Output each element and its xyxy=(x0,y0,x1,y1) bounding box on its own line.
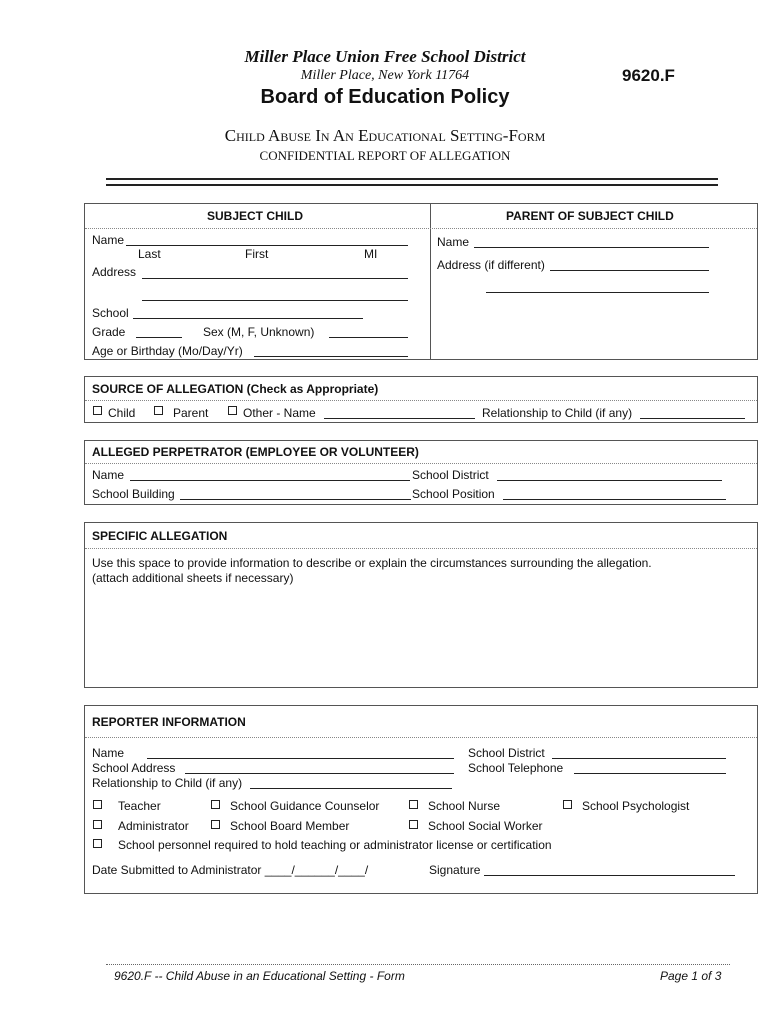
perpetrator-district-label: School District xyxy=(412,468,489,482)
specific-header-rule xyxy=(85,548,757,549)
reporter-heading: REPORTER INFORMATION xyxy=(92,715,246,729)
child-last-label: Last xyxy=(138,247,161,261)
perpetrator-header-rule xyxy=(85,463,757,464)
child-name-field[interactable] xyxy=(126,245,408,246)
reporter-guidance-label: School Guidance Counselor xyxy=(230,799,380,813)
reporter-name-label: Name xyxy=(92,746,125,760)
parent-address-label: Address (if different) xyxy=(437,258,545,272)
perpetrator-building-label: School Building xyxy=(92,487,175,501)
specific-instructions: Use this space to provide information to describe or explain the circumstances surrounding the allegation. xyxy=(92,556,652,570)
child-address-label: Address xyxy=(92,265,137,279)
parent-address-field[interactable] xyxy=(550,270,709,271)
form-title: Child Abuse In An Educational Setting-Form xyxy=(224,126,546,145)
reporter-psychologist-checkbox[interactable] xyxy=(563,800,572,809)
reporter-teacher-label: Teacher xyxy=(118,799,161,813)
source-parent-checkbox[interactable] xyxy=(154,406,163,415)
form-subtitle: CONFIDENTIAL REPORT OF ALLEGATION xyxy=(259,148,511,163)
source-other-checkbox[interactable] xyxy=(228,406,237,415)
reporter-guidance-checkbox[interactable] xyxy=(211,800,220,809)
date-submitted-label: Date Submitted to Administrator ____/______/____/ xyxy=(92,863,369,877)
header-rule-top xyxy=(106,178,718,180)
perpetrator-position-field[interactable] xyxy=(503,499,726,500)
district-locality: Miller Place, New York 11764 xyxy=(300,68,470,83)
child-address-field-2[interactable] xyxy=(142,300,408,301)
footer-form-title: 9620.F -- Child Abuse in an Educational Setting - Form xyxy=(114,969,405,983)
child-school-label: School xyxy=(92,306,129,320)
source-relationship-label: Relationship to Child (if any) xyxy=(482,406,633,420)
reporter-name-field[interactable] xyxy=(147,758,454,759)
header-rule-bottom xyxy=(106,184,718,186)
parent-name-label: Name xyxy=(437,235,470,249)
reporter-telephone-field[interactable] xyxy=(574,773,726,774)
footer-page-number: Page 1 of 3 xyxy=(660,969,722,983)
child-school-field[interactable] xyxy=(133,318,363,319)
reporter-address-field[interactable] xyxy=(185,773,454,774)
reporter-district-field[interactable] xyxy=(552,758,726,759)
reporter-address-label: School Address xyxy=(92,761,176,775)
perpetrator-district-field[interactable] xyxy=(497,480,722,481)
reporter-psychologist-label: School Psychologist xyxy=(582,799,690,813)
reporter-social-worker-checkbox[interactable] xyxy=(409,820,418,829)
reporter-personnel-checkbox[interactable] xyxy=(93,839,102,848)
reporter-teacher-checkbox[interactable] xyxy=(93,800,102,809)
reporter-relationship-label: Relationship to Child (if any) xyxy=(92,776,243,790)
reporter-administrator-label: Administrator xyxy=(118,819,189,833)
child-name-label: Name xyxy=(92,233,125,247)
reporter-district-label: School District xyxy=(468,746,545,760)
parent-address-field-2[interactable] xyxy=(486,292,709,293)
parent-name-field[interactable] xyxy=(474,247,709,248)
specific-allegation-textarea[interactable] xyxy=(90,592,752,682)
reporter-administrator-checkbox[interactable] xyxy=(93,820,102,829)
source-other-name-field[interactable] xyxy=(324,418,475,419)
perpetrator-position-label: School Position xyxy=(412,487,495,501)
source-heading: SOURCE OF ALLEGATION (Check as Appropriate) xyxy=(92,382,379,396)
child-age-label: Age or Birthday (Mo/Day/Yr) xyxy=(92,344,243,358)
child-first-label: First xyxy=(245,247,269,261)
perpetrator-building-field[interactable] xyxy=(180,499,411,500)
specific-instructions-note: (attach additional sheets if necessary) xyxy=(92,571,294,585)
subject-parent-header-rule xyxy=(85,228,757,229)
signature-label: Signature xyxy=(429,863,481,877)
child-sex-field[interactable] xyxy=(329,337,408,338)
policy-number: 9620.F xyxy=(622,66,675,85)
reporter-telephone-label: School Telephone xyxy=(468,761,564,775)
subject-child-heading: SUBJECT CHILD xyxy=(207,209,304,223)
perpetrator-name-field[interactable] xyxy=(130,480,410,481)
child-sex-label: Sex (M, F, Unknown) xyxy=(203,325,315,339)
reporter-personnel-label: School personnel required to hold teaching or administrator license or certification xyxy=(118,838,552,852)
source-header-rule xyxy=(85,400,757,401)
reporter-nurse-label: School Nurse xyxy=(428,799,501,813)
child-age-field[interactable] xyxy=(254,356,408,357)
child-address-field[interactable] xyxy=(142,278,408,279)
source-child-label: Child xyxy=(108,406,136,420)
reporter-header-rule xyxy=(85,737,757,738)
source-other-label: Other - Name xyxy=(243,406,316,420)
district-name: Miller Place Union Free School District xyxy=(244,47,526,66)
subject-parent-divider xyxy=(430,203,431,360)
reporter-nurse-checkbox[interactable] xyxy=(409,800,418,809)
signature-field[interactable] xyxy=(484,875,735,876)
specific-heading: SPECIFIC ALLEGATION xyxy=(92,529,228,543)
source-child-checkbox[interactable] xyxy=(93,406,102,415)
reporter-board-member-label: School Board Member xyxy=(230,819,350,833)
perpetrator-name-label: Name xyxy=(92,468,125,482)
child-grade-field[interactable] xyxy=(136,337,182,338)
child-grade-label: Grade xyxy=(92,325,126,339)
board-title: Board of Education Policy xyxy=(260,86,510,108)
footer-rule xyxy=(106,964,730,965)
child-mi-label: MI xyxy=(364,247,378,261)
reporter-board-member-checkbox[interactable] xyxy=(211,820,220,829)
perpetrator-heading: ALLEGED PERPETRATOR (EMPLOYEE OR VOLUNTEER) xyxy=(92,445,419,459)
source-parent-label: Parent xyxy=(173,406,209,420)
reporter-social-worker-label: School Social Worker xyxy=(428,819,543,833)
source-relationship-field[interactable] xyxy=(640,418,745,419)
subject-parent-box xyxy=(84,203,758,360)
parent-heading: PARENT OF SUBJECT CHILD xyxy=(506,209,674,223)
reporter-relationship-field[interactable] xyxy=(250,788,452,789)
